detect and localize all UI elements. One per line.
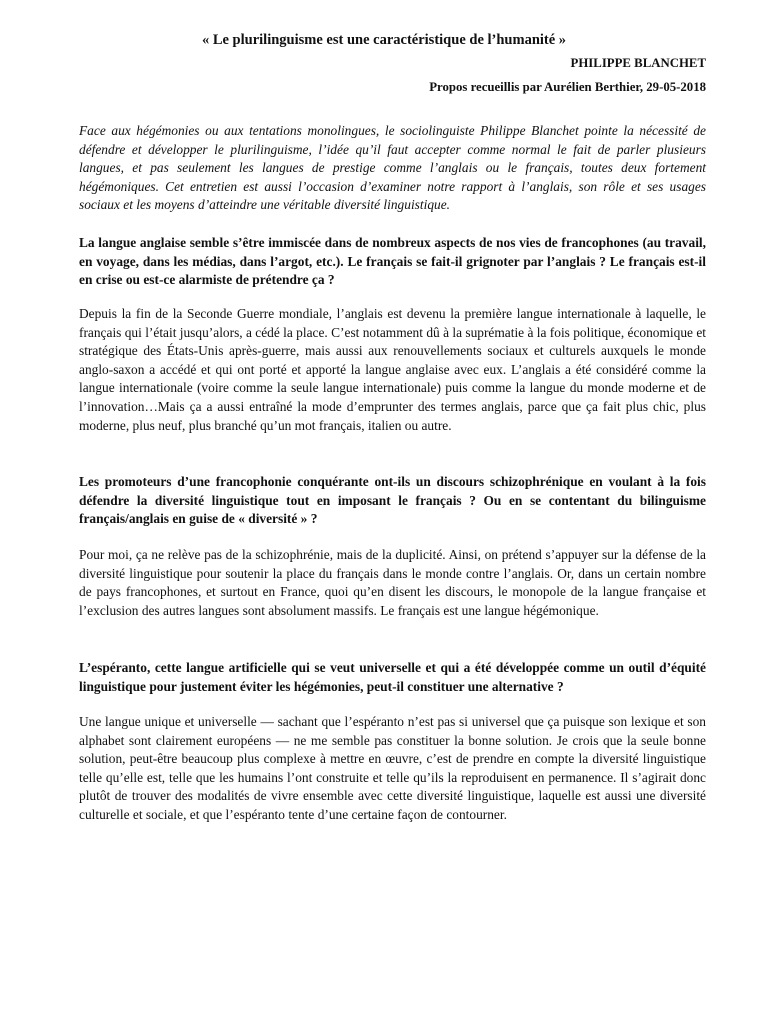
answer-3: Une langue unique et universelle — sachant que l’espéranto n’est pas si universel que ça puisque son lexique et son alphabet sont clairement européens — ne me semble pas constituer la bonne solution. Je crois que la seule bonne solution, peut-être beaucoup plus complexe à mettre en œuvre, c’est de prendre en compte la diversité linguistique telle qu’elle est, telle que les humains l’ont construite et telle qu’ils la reproduisent en permanence. Il s’agirait donc plutôt de trouver des modalités de vivre ensemble avec cette diversité linguistique, laquelle est aussi une diversité culturelle et sociale, et que l’espéranto tente d’une certaine façon de contourner. (79, 714, 706, 822)
intro-paragraph: Face aux hégémonies ou aux tentations monolingues, le sociolinguiste Philippe Blanchet pointe la nécessité de défendre et développer le plurilinguisme, l’idée qu’il faut accepter comme normal le fait de parler plusieurs langues, et pas seulement les langues de prestige comme l’anglais ou le français, toutes deux fortement hégémoniques. Cet entretien est aussi l’occasion d’examiner notre rapport à l’anglais, son rôle et ses usages sociaux et les moyens d’atteindre une véritable diversité linguistique. (79, 123, 706, 213)
author-name: PHILIPPE BLANCHET (570, 56, 706, 70)
question-1: La langue anglaise semble s’être immiscée dans de nombreux aspects de nos vies de francophones (au travail, en voyage, dans les médias, dans l’argot, etc.). Le français se fait-il grignoter par l’anglais ? Le français est-il en crise ou est-ce alarmiste de prétendre ça ? (79, 235, 706, 288)
answer-1: Depuis la fin de la Seconde Guerre mondiale, l’anglais est devenu la première langue internationale à laquelle, le français qui l’était jusqu’alors, a cédé la place. C’est notamment dû à la suprématie à la fois politique, économique et stratégique des États-Unis après-guerre, mais aussi aux renouvellements sociaux et culturels auxquels le monde anglo-saxon a accédé et qui ont porté et apporté la langue anglaise avec eux. L’anglais a été considéré comme la langue internationale (voire comme la seule langue internationale) puis comme la langue du monde moderne et de l’innovation…Mais ça a aussi entraîné la mode d’emprunter des termes anglais, parce que ça fait plus chic, plus moderne, plus neuf, plus branché qu’un mot français, italien ou autre. (79, 306, 706, 433)
question-3: L’espéranto, cette langue artificielle qui se veut universelle et qui a été développée comme un outil d’équité linguistique pour justement éviter les hégémonies, peut-il constituer une alternative ? (79, 660, 706, 694)
answer-2: Pour moi, ça ne relève pas de la schizophrénie, mais de la duplicité. Ainsi, on prétend s’appuyer sur la défense de la diversité linguistique pour soutenir la place du français dans le monde contre l’anglais. Or, dans un certain nombre de pays francophones, et surtout en France, quoi qu’en disent les discours, le monopole de la langue française et l’exclusion des autres langues sont absolument massifs. Le français est une langue hégémonique. (79, 547, 706, 618)
interview-credit: Propos recueillis par Aurélien Berthier, 29-05-2018 (429, 80, 706, 94)
question-2: Les promoteurs d’une francophonie conquérante ont-ils un discours schizophrénique en voulant à la fois défendre la diversité linguistique tout en imposant le français ? Ou en se contentant du bilinguisme français/anglais en guise de « diversité » ? (79, 474, 706, 527)
article-title: « Le plurilinguisme est une caractéristique de l’humanité » (201, 32, 567, 48)
